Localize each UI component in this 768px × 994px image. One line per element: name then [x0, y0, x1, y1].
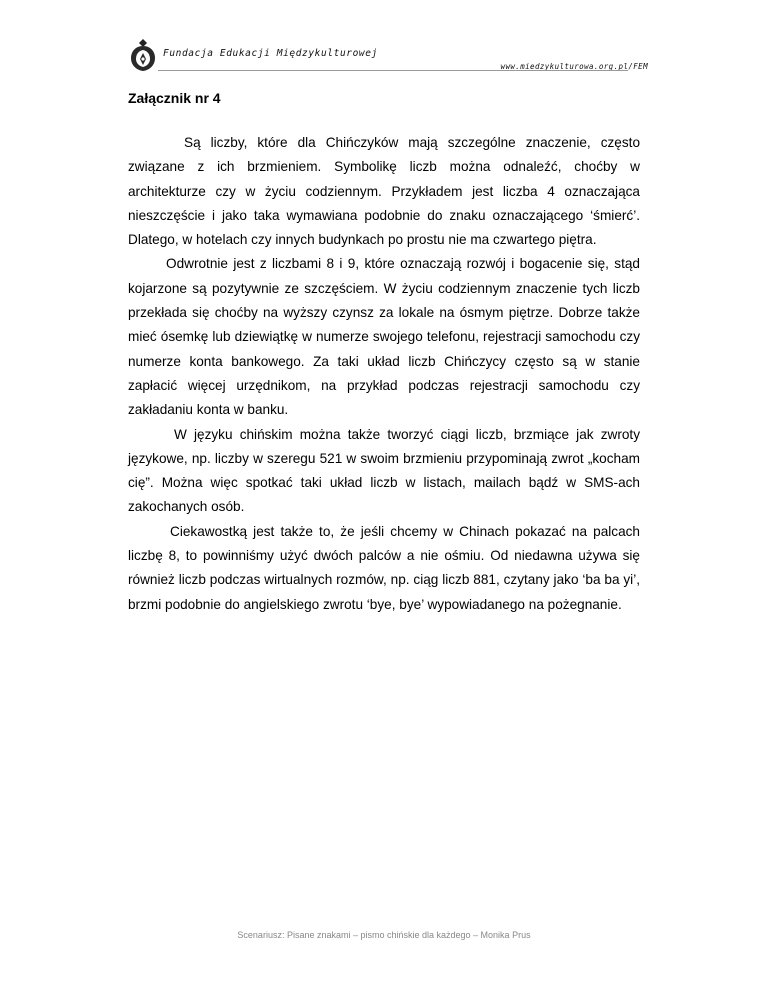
paragraph: Są liczby, które dla Chińczyków mają szczególne znaczenie, często związane z ich brzmieniem. Symbolikę liczb można odnaleźć, choćby w architekturze czy w życiu codziennym. Przykładem jest liczba 4 oznaczająca nieszczęście i jako taka wymawiana podobnie do znaku oznaczającego ‘śmierć’. Dlatego, w hotelach czy innych budynkach po prostu nie ma czwartego piętra.: [128, 135, 640, 248]
document-title: Załącznik nr 4: [128, 90, 221, 106]
paragraph: Ciekawostką jest także to, że jeśli chcemy w Chinach pokazać na palcach liczbę 8, to powinniśmy użyć dwóch palców a nie ośmiu. Od niedawna używa się również liczb podczas wirtualnych rozmów, np. ciąg liczb 881, czytany jako ‘ba ba yi’, brzmi podobnie do angielskiego zwrotu ‘bye, bye’ wypowiadanego na pożegnanie.: [128, 523, 640, 612]
foundation-logo-icon: [128, 38, 158, 72]
page-footer: Scenariusz: Pisane znakami – pismo chińskie dla każdego – Monika Prus: [237, 930, 531, 940]
organization-name: Fundacja Edukacji Międzykulturowej: [163, 48, 378, 59]
paragraph: Odwrotnie jest z liczbami 8 i 9, które oznaczają rozwój i bogacenie się, stąd kojarzone są pozytywnie ze szczęściem. W życiu codziennym znaczenie tych liczb przekłada się choćby na wyższy czynsz za lokale na ósmym piętrze. Dobrze także mieć ósemkę lub dziewiątkę w numerze swojego telefonu, rejestracji samochodu czy numerze konta bankowego. Za taki układ liczb Chińczycy często są w stanie zapłacić więcej urzędnikom, na przykład podczas rejestracji samochodu czy zakładaniu konta w banku.: [128, 256, 640, 418]
header-divider: [158, 70, 628, 71]
page-header: [128, 38, 648, 78]
paragraph: W języku chińskim można także tworzyć ciągi liczb, brzmiące jak zwroty językowe, np. liczby w szeregu 521 w swoim brzmieniu przypominają zwrot „kocham cię”. Można więc spotkać taki układ liczb w listach, mailach bądź w SMS-ach zakochanych osób.: [128, 426, 640, 515]
document-body: [128, 131, 640, 617]
website-url: www.miedzykulturowa.org.pl/FEM: [500, 62, 648, 71]
